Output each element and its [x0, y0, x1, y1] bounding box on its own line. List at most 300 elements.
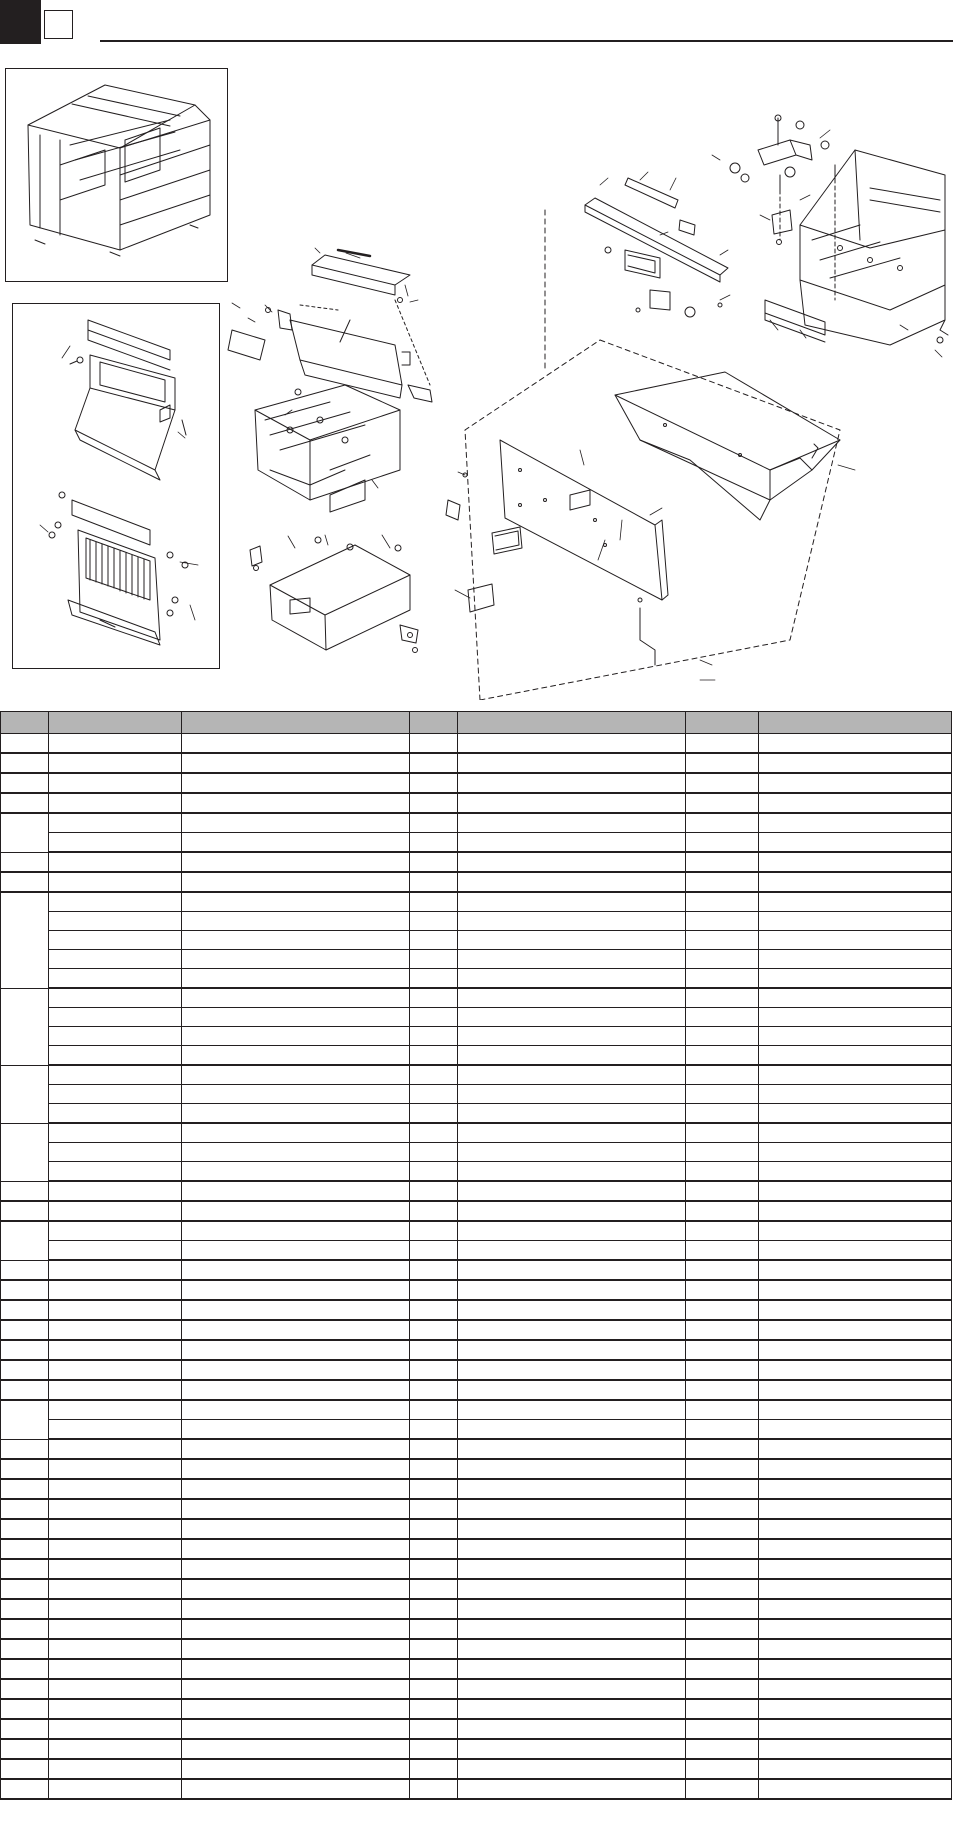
- table-cell: [410, 912, 458, 931]
- hopper-chute: [615, 372, 840, 520]
- table-cell: [410, 1162, 458, 1182]
- table-cell: [686, 1340, 759, 1360]
- table-cell: [458, 1065, 686, 1085]
- table-cell: [410, 988, 458, 1008]
- table-cell: [458, 1221, 686, 1241]
- table-cell: [458, 1280, 686, 1300]
- table-row: [1, 892, 952, 912]
- table-row: [1, 1162, 952, 1182]
- table-cell: [458, 1340, 686, 1360]
- inset-machine-overview: [5, 68, 228, 282]
- table-cell: [458, 1719, 686, 1739]
- table-cell: [410, 793, 458, 813]
- table-cell: [686, 931, 759, 950]
- table-cell: [458, 1085, 686, 1104]
- item-number-cell: [1, 1739, 49, 1759]
- table-cell: [49, 1181, 182, 1201]
- table-cell: [759, 1459, 952, 1479]
- item-number-cell: [1, 753, 49, 773]
- table-cell: [182, 1439, 410, 1459]
- table-row: [1, 773, 952, 793]
- table-cell: [182, 734, 410, 754]
- table-cell: [458, 892, 686, 912]
- item-number-cell: [1, 1779, 49, 1799]
- parts-table-body: [1, 734, 952, 1800]
- table-cell: [410, 1221, 458, 1241]
- table-cell: [49, 1639, 182, 1659]
- table-row: [1, 1027, 952, 1046]
- table-cell: [686, 833, 759, 853]
- table-cell: [759, 1065, 952, 1085]
- table-row: [1, 1221, 952, 1241]
- upper-rail: [545, 178, 728, 370]
- column-header: [759, 712, 952, 734]
- table-cell: [182, 1085, 410, 1104]
- table-cell: [759, 1380, 952, 1400]
- table-cell: [410, 813, 458, 833]
- table-cell: [410, 931, 458, 950]
- table-cell: [49, 1320, 182, 1340]
- valve-cluster: [730, 115, 835, 300]
- table-cell: [759, 1241, 952, 1261]
- table-cell: [686, 912, 759, 931]
- table-cell: [759, 1759, 952, 1779]
- table-cell: [182, 753, 410, 773]
- table-cell: [458, 1739, 686, 1759]
- table-cell: [182, 1599, 410, 1619]
- table-cell: [458, 1181, 686, 1201]
- table-cell: [410, 1420, 458, 1440]
- table-cell: [759, 1779, 952, 1799]
- table-cell: [182, 1579, 410, 1599]
- table-cell: [458, 1260, 686, 1280]
- column-header: [182, 712, 410, 734]
- table-cell: [759, 892, 952, 912]
- table-cell: [49, 1201, 182, 1221]
- table-cell: [458, 912, 686, 931]
- table-cell: [49, 1599, 182, 1619]
- table-cell: [759, 1679, 952, 1699]
- table-cell: [458, 1300, 686, 1320]
- table-cell: [49, 1162, 182, 1182]
- table-row: [1, 1519, 952, 1539]
- right-table-unit: [765, 150, 948, 345]
- table-row: [1, 833, 952, 853]
- table-row: [1, 1104, 952, 1124]
- table-cell: [49, 1280, 182, 1300]
- table-cell: [686, 1439, 759, 1459]
- table-cell: [686, 1759, 759, 1779]
- table-cell: [759, 1479, 952, 1499]
- table-cell: [458, 1027, 686, 1046]
- table-cell: [686, 1085, 759, 1104]
- item-number-cell: [1, 1065, 49, 1123]
- table-row: [1, 1360, 952, 1380]
- table-cell: [458, 1499, 686, 1519]
- table-cell: [458, 852, 686, 872]
- table-cell: [410, 1340, 458, 1360]
- table-row: [1, 1181, 952, 1201]
- table-row: [1, 734, 952, 754]
- table-cell: [686, 1420, 759, 1440]
- table-cell: [410, 734, 458, 754]
- item-number-cell: [1, 1659, 49, 1679]
- table-cell: [182, 1699, 410, 1719]
- table-cell: [686, 1659, 759, 1679]
- table-cell: [686, 1539, 759, 1559]
- table-cell: [458, 813, 686, 833]
- table-cell: [458, 1579, 686, 1599]
- table-cell: [49, 872, 182, 892]
- table-cell: [49, 1539, 182, 1559]
- table-cell: [49, 1579, 182, 1599]
- table-cell: [686, 1280, 759, 1300]
- table-cell: [182, 1499, 410, 1519]
- table-cell: [759, 1579, 952, 1599]
- table-cell: [686, 773, 759, 793]
- table-cell: [49, 833, 182, 853]
- table-cell: [686, 1699, 759, 1719]
- table-row: [1, 1420, 952, 1440]
- table-row: [1, 1241, 952, 1261]
- table-cell: [686, 1300, 759, 1320]
- table-cell: [686, 1260, 759, 1280]
- table-cell: [49, 1759, 182, 1779]
- item-number-cell: [1, 1260, 49, 1280]
- table-cell: [182, 1300, 410, 1320]
- table-cell: [182, 1143, 410, 1162]
- table-cell: [410, 852, 458, 872]
- table-cell: [686, 793, 759, 813]
- table-row: [1, 1739, 952, 1759]
- table-cell: [49, 1619, 182, 1639]
- table-cell: [759, 1619, 952, 1639]
- table-cell: [686, 1380, 759, 1400]
- table-cell: [458, 833, 686, 853]
- table-cell: [49, 773, 182, 793]
- table-cell: [686, 1162, 759, 1182]
- table-row: [1, 1539, 952, 1559]
- table-cell: [759, 1162, 952, 1182]
- item-number-cell: [1, 1639, 49, 1659]
- table-cell: [686, 813, 759, 833]
- table-cell: [410, 1639, 458, 1659]
- table-cell: [458, 1679, 686, 1699]
- table-cell: [759, 833, 952, 853]
- table-cell: [182, 813, 410, 833]
- table-row: [1, 1340, 952, 1360]
- table-cell: [49, 1360, 182, 1380]
- table-cell: [458, 1779, 686, 1799]
- table-cell: [458, 1599, 686, 1619]
- column-header: [49, 712, 182, 734]
- table-row: [1, 1759, 952, 1779]
- table-cell: [182, 988, 410, 1008]
- table-row: [1, 1699, 952, 1719]
- table-cell: [759, 1008, 952, 1027]
- table-cell: [458, 1619, 686, 1639]
- table-cell: [759, 1104, 952, 1124]
- table-cell: [759, 1340, 952, 1360]
- table-cell: [458, 1659, 686, 1679]
- table-cell: [182, 1779, 410, 1799]
- table-row: [1, 1260, 952, 1280]
- column-header: [458, 712, 686, 734]
- table-cell: [458, 1479, 686, 1499]
- parts-table: [0, 711, 952, 1800]
- table-cell: [759, 1143, 952, 1162]
- table-cell: [686, 988, 759, 1008]
- table-cell: [410, 1104, 458, 1124]
- table-cell: [410, 969, 458, 989]
- table-row: [1, 1579, 952, 1599]
- table-cell: [759, 931, 952, 950]
- table-cell: [410, 1241, 458, 1261]
- table-cell: [410, 1699, 458, 1719]
- table-cell: [49, 912, 182, 931]
- table-cell: [686, 1459, 759, 1479]
- table-cell: [182, 1008, 410, 1027]
- item-number-cell: [1, 872, 49, 892]
- table-cell: [182, 1479, 410, 1499]
- table-cell: [410, 1260, 458, 1280]
- table-cell: [49, 1241, 182, 1261]
- table-cell: [49, 1719, 182, 1739]
- table-cell: [458, 1320, 686, 1340]
- table-cell: [686, 1619, 759, 1639]
- table-cell: [410, 753, 458, 773]
- table-cell: [759, 1420, 952, 1440]
- item-number-cell: [1, 1479, 49, 1499]
- table-cell: [49, 1499, 182, 1519]
- item-number-cell: [1, 813, 49, 852]
- table-cell: [49, 1221, 182, 1241]
- table-cell: [49, 1420, 182, 1440]
- item-number-cell: [1, 1559, 49, 1579]
- table-cell: [410, 1123, 458, 1143]
- table-row: [1, 1380, 952, 1400]
- table-cell: [759, 1400, 952, 1420]
- table-cell: [182, 1659, 410, 1679]
- table-cell: [410, 1280, 458, 1300]
- table-cell: [759, 1123, 952, 1143]
- item-number-cell: [1, 1679, 49, 1699]
- table-cell: [759, 1719, 952, 1739]
- item-number-cell: [1, 1360, 49, 1380]
- table-cell: [182, 1104, 410, 1124]
- table-cell: [458, 1201, 686, 1221]
- table-cell: [759, 1181, 952, 1201]
- item-number-cell: [1, 1579, 49, 1599]
- table-cell: [759, 1639, 952, 1659]
- item-number-cell: [1, 1699, 49, 1719]
- table-cell: [182, 793, 410, 813]
- table-cell: [182, 1739, 410, 1759]
- table-cell: [759, 1360, 952, 1380]
- table-cell: [759, 988, 952, 1008]
- table-row: [1, 1439, 952, 1459]
- table-cell: [49, 852, 182, 872]
- table-cell: [182, 1260, 410, 1280]
- table-cell: [49, 950, 182, 969]
- table-cell: [182, 833, 410, 853]
- table-cell: [410, 1201, 458, 1221]
- table-row: [1, 1639, 952, 1659]
- table-cell: [686, 892, 759, 912]
- table-cell: [410, 1779, 458, 1799]
- table-row: [1, 1679, 952, 1699]
- table-cell: [410, 1380, 458, 1400]
- table-cell: [686, 1579, 759, 1599]
- table-cell: [182, 1539, 410, 1559]
- table-cell: [686, 1559, 759, 1579]
- table-cell: [410, 1459, 458, 1479]
- column-header: [686, 712, 759, 734]
- table-row: [1, 1046, 952, 1066]
- table-row: [1, 1085, 952, 1104]
- table-row: [1, 1065, 952, 1085]
- table-cell: [458, 753, 686, 773]
- table-cell: [686, 1104, 759, 1124]
- table-cell: [759, 1201, 952, 1221]
- table-cell: [49, 1559, 182, 1579]
- table-cell: [410, 833, 458, 853]
- table-cell: [686, 1519, 759, 1539]
- table-row: [1, 852, 952, 872]
- table-row: [1, 950, 952, 969]
- table-cell: [458, 950, 686, 969]
- table-cell: [686, 1499, 759, 1519]
- item-number-cell: [1, 1181, 49, 1201]
- table-cell: [458, 1439, 686, 1459]
- table-cell: [759, 1320, 952, 1340]
- front-panel-assembly: [446, 340, 840, 700]
- table-cell: [182, 931, 410, 950]
- table-cell: [759, 1046, 952, 1066]
- table-cell: [759, 813, 952, 833]
- table-row: [1, 1719, 952, 1739]
- item-number-cell: [1, 892, 49, 988]
- item-number-cell: [1, 1499, 49, 1519]
- table-row: [1, 1779, 952, 1799]
- table-cell: [458, 1699, 686, 1719]
- table-cell: [759, 969, 952, 989]
- item-number-cell: [1, 1459, 49, 1479]
- item-number-cell: [1, 1539, 49, 1559]
- table-cell: [458, 988, 686, 1008]
- table-cell: [49, 734, 182, 754]
- table-cell: [49, 1143, 182, 1162]
- table-cell: [458, 1046, 686, 1066]
- table-cell: [759, 1659, 952, 1679]
- item-number-cell: [1, 1221, 49, 1260]
- table-cell: [458, 1539, 686, 1559]
- table-cell: [182, 1619, 410, 1639]
- section-number-box: [44, 10, 73, 39]
- page-header: [0, 0, 953, 44]
- table-cell: [686, 1479, 759, 1499]
- table-cell: [182, 1181, 410, 1201]
- table-cell: [686, 1181, 759, 1201]
- table-cell: [410, 950, 458, 969]
- table-cell: [182, 1400, 410, 1420]
- table-cell: [49, 1260, 182, 1280]
- table-cell: [49, 1027, 182, 1046]
- table-cell: [49, 1739, 182, 1759]
- table-cell: [182, 872, 410, 892]
- table-row: [1, 1320, 952, 1340]
- table-cell: [49, 1123, 182, 1143]
- table-header-row: [1, 712, 952, 734]
- table-cell: [49, 1519, 182, 1539]
- table-cell: [458, 1639, 686, 1659]
- table-cell: [759, 1439, 952, 1459]
- table-cell: [759, 1027, 952, 1046]
- table-row: [1, 1599, 952, 1619]
- table-cell: [182, 852, 410, 872]
- table-row: [1, 1459, 952, 1479]
- table-cell: [759, 1519, 952, 1539]
- table-cell: [759, 1699, 952, 1719]
- table-row: [1, 1008, 952, 1027]
- table-cell: [686, 1027, 759, 1046]
- table-cell: [410, 1539, 458, 1559]
- table-cell: [410, 1619, 458, 1639]
- table-cell: [759, 1221, 952, 1241]
- table-cell: [759, 1085, 952, 1104]
- table-cell: [49, 1008, 182, 1027]
- table-cell: [686, 1739, 759, 1759]
- table-row: [1, 1559, 952, 1579]
- table-cell: [182, 1123, 410, 1143]
- table-cell: [686, 1719, 759, 1739]
- table-cell: [759, 1559, 952, 1579]
- table-cell: [410, 1181, 458, 1201]
- table-cell: [49, 753, 182, 773]
- table-cell: [410, 1046, 458, 1066]
- item-number-cell: [1, 1123, 49, 1181]
- table-cell: [458, 1400, 686, 1420]
- table-row: [1, 912, 952, 931]
- table-cell: [759, 1260, 952, 1280]
- table-cell: [49, 969, 182, 989]
- table-cell: [759, 1599, 952, 1619]
- table-cell: [410, 1008, 458, 1027]
- table-cell: [410, 1659, 458, 1679]
- table-cell: [686, 1779, 759, 1799]
- table-cell: [49, 1679, 182, 1699]
- item-number-cell: [1, 988, 49, 1065]
- item-number-cell: [1, 793, 49, 813]
- table-cell: [182, 1420, 410, 1440]
- table-cell: [759, 773, 952, 793]
- column-header: [410, 712, 458, 734]
- table-cell: [759, 912, 952, 931]
- table-cell: [182, 950, 410, 969]
- table-cell: [458, 1420, 686, 1440]
- table-cell: [458, 1759, 686, 1779]
- table-cell: [458, 1519, 686, 1539]
- table-cell: [759, 1300, 952, 1320]
- table-cell: [759, 950, 952, 969]
- table-row: [1, 1300, 952, 1320]
- table-cell: [49, 1459, 182, 1479]
- table-cell: [686, 1679, 759, 1699]
- lower-tray: [250, 537, 418, 653]
- table-cell: [410, 1143, 458, 1162]
- table-cell: [686, 1241, 759, 1261]
- item-number-cell: [1, 1619, 49, 1639]
